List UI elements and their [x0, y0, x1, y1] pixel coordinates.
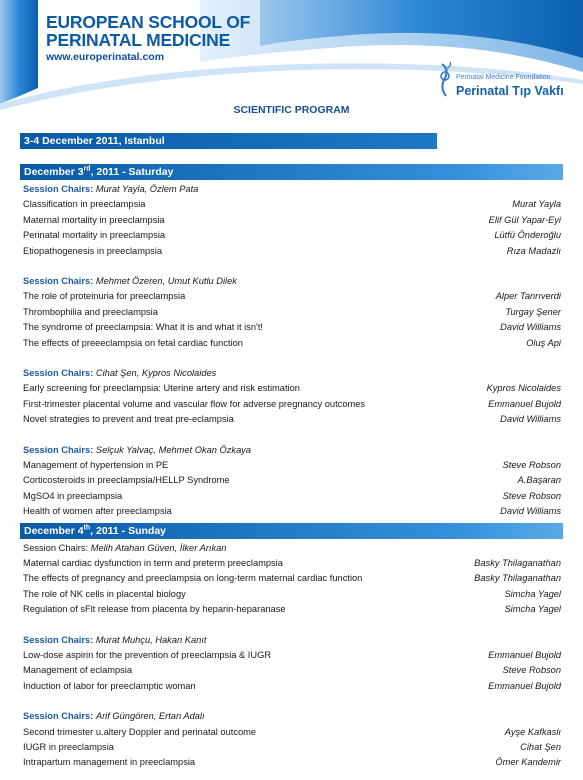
talk-speaker: Lütfü Önderoğlu: [494, 230, 561, 241]
talk-row: [23, 740, 561, 754]
talk-row: [23, 679, 561, 693]
talk-title: Perinatal mortality in preeclampsia: [23, 230, 166, 241]
session-chairs-label: Session Chairs:: [23, 444, 94, 455]
talk-speaker: Simcha Yagel: [504, 588, 561, 599]
talk-speaker: David Williams: [500, 506, 561, 517]
talk-row: [23, 755, 561, 769]
session-chairs: [23, 274, 237, 288]
talk-speaker: Oluş Api: [526, 337, 561, 348]
talk-speaker: Alper Tanrıverdi: [495, 291, 561, 302]
session-chairs: [23, 541, 226, 555]
talk-title: The role of proteinuria for preeclampsia: [23, 291, 186, 302]
talk-title: Management of eclampsia: [23, 665, 133, 676]
talk-title: Intrapartum management in preeclampsia: [23, 757, 196, 768]
talk-speaker: Ayşe Kafkaslı: [504, 726, 561, 737]
talk-title: First-trimester placental volume and vascular flow for adverse pregnancy outcomes: [23, 398, 366, 409]
talk-row: [23, 213, 561, 227]
talk-row: [23, 305, 561, 319]
talk-title: The effects of pregnancy and preeclampsia on long-term maternal cardiac function: [23, 573, 363, 584]
talk-speaker: Emmanuel Bujold: [488, 650, 561, 660]
talk-row: [23, 320, 561, 334]
talk-row: [23, 663, 561, 677]
day-date: December 3: [24, 166, 84, 178]
session-chairs: [23, 443, 251, 457]
session-chairs-names: Mehmet Özeren, Umut Kutlu Dilek: [95, 276, 237, 286]
talk-title: Early screening for preeclampsia: Uterine artery and risk estimation: [23, 383, 300, 394]
foundation-english-name: Perinatal Medicine Foundation: [456, 74, 551, 81]
talk-title: Corticosteroids in preeclampsia/HELLP Syndrome: [23, 475, 230, 486]
talk-title: The effects of preeeclampsia on fetal cardiac function: [23, 337, 243, 348]
talk-speaker: Emmanuel Bujold: [488, 680, 561, 691]
talk-speaker: Elif Gül Yapar-Eyi: [488, 214, 561, 225]
day-date-suffix: rd: [83, 165, 91, 173]
talk-title: Management of hypertension in PE: [23, 460, 169, 470]
talk-row: [23, 244, 561, 258]
talk-speaker: Turgay Şener: [505, 306, 561, 317]
session-chairs: [23, 366, 216, 380]
talk-speaker: Ömer Kandemir: [495, 757, 561, 768]
session-chairs-label: Session Chairs:: [23, 711, 94, 722]
talk-speaker: Rıza Madazlı: [506, 245, 561, 256]
talk-speaker: Basky Thilaganathan: [474, 558, 561, 568]
talk-title: Novel strategies to prevent and treat pre-eclampsia: [23, 414, 234, 425]
talk-title: Maternal cardiac dysfunction in term and preterm preeclampsia: [23, 558, 283, 568]
talk-title: Classification in preeclampsia: [23, 199, 146, 210]
page-title: SCIENTIFIC PROGRAM: [233, 104, 350, 116]
talk-title: Second trimester u.altery Doppler and perinatal outcome: [23, 726, 257, 737]
talk-row: [23, 197, 561, 211]
session-chairs: [23, 633, 206, 647]
talk-row: [23, 336, 561, 350]
foundation-emblem-icon: [436, 60, 456, 100]
talk-row: [23, 571, 561, 585]
day-date-suffix: th: [83, 524, 91, 532]
day-date: December 4: [24, 524, 84, 537]
talk-row: [23, 504, 561, 518]
talk-speaker: Emmanuel Bujold: [488, 398, 561, 409]
session-chairs-label: Session Chairs:: [23, 368, 94, 378]
talk-speaker: Steve Robson: [502, 665, 561, 676]
talk-speaker: Steve Robson: [502, 460, 561, 470]
talk-row: [23, 648, 561, 662]
session-chairs-label: Session Chairs:: [23, 276, 94, 286]
talk-speaker: Basky Thilaganathan: [474, 573, 561, 584]
talk-title: Etiopathogenesis in preeclampsia: [23, 245, 163, 256]
talk-row: [23, 381, 561, 395]
talk-row: [23, 602, 561, 616]
talk-title: The role of NK cells in placental biology: [23, 588, 186, 599]
talk-row: [23, 412, 561, 426]
talk-title: Health of women after preeclampsia: [23, 506, 172, 517]
day-header-bar: [20, 523, 563, 539]
day-weekday: , 2011 - Sunday: [90, 524, 167, 537]
talk-speaker: A.Başaran: [517, 475, 561, 486]
talk-row: [23, 289, 561, 303]
org-website-link[interactable]: www.europerinatal.com: [46, 50, 165, 63]
session-chairs-names: Melih Atahan Güven, İlker Arıkan: [90, 542, 227, 553]
page-header: [0, 0, 583, 118]
talk-row: [23, 587, 561, 601]
session-chairs: [23, 709, 205, 723]
session-chairs-label: Session Chairs:: [23, 634, 94, 645]
talk-speaker: David Williams: [500, 322, 561, 333]
organization-title: [46, 14, 250, 62]
talk-speaker: Simcha Yagel: [504, 604, 561, 615]
talk-row: [23, 397, 561, 411]
session-chairs-names: Selçuk Yalvaç, Mehmet Okan Özkaya: [95, 444, 252, 455]
session-chairs-label: Session Chairs:: [23, 184, 94, 194]
talk-speaker: Murat Yayla: [512, 199, 561, 210]
talk-title: Low-dose aspirin for the prevention of preeclampsia & IUGR: [23, 650, 272, 660]
event-location-bar: 3-4 December 2011, Istanbul: [20, 133, 437, 149]
talk-speaker: David Williams: [500, 414, 561, 425]
day-header-bar: [20, 164, 563, 180]
foundation-name: Perinatal Tıp Vakfı: [456, 84, 564, 98]
talk-speaker: Steve Robson: [502, 490, 561, 501]
talk-row: [23, 489, 561, 503]
session-chairs: [23, 182, 198, 196]
talk-title: Thrombophilia and preeclampsia: [23, 306, 158, 317]
talk-title: Regulation of sFlt release from placenta by heparin-heparanase: [23, 604, 286, 615]
talk-speaker: Kypros Nicolaides: [486, 383, 561, 394]
talk-row: [23, 458, 561, 472]
session-chairs-names: Cihat Şen, Kypros Nicolaides: [95, 368, 217, 378]
talk-title: The syndrome of preeclampsia: What it is and what it isn't!: [23, 322, 263, 333]
talk-title: Maternal mortality in preeclampsia: [23, 214, 165, 225]
talk-title: MgSO4 in preeclampsia: [23, 490, 123, 501]
talk-row: [23, 556, 561, 570]
talk-title: IUGR in preeclampsia: [23, 742, 114, 752]
session-chairs-names: Murat Muhçu, Hakan Kanıt: [95, 634, 207, 645]
session-chairs-label: Session Chairs:: [23, 542, 89, 553]
foundation-logo: [436, 60, 576, 100]
day-weekday: , 2011 - Saturday: [90, 166, 174, 178]
session-chairs-names: Murat Yayla, Özlem Pata: [95, 184, 199, 194]
org-name-line2: PERINATAL MEDICINE: [46, 29, 231, 50]
talk-row: [23, 228, 561, 242]
talk-title: Induction of labor for preeclamptic woman: [23, 680, 196, 691]
talk-row: [23, 473, 561, 487]
talk-row: [23, 725, 561, 739]
session-chairs-names: Arif Güngören, Ertan Adalı: [95, 711, 205, 722]
org-name-line1: EUROPEAN SCHOOL OF: [46, 12, 251, 32]
talk-speaker: Cihat Şen: [520, 742, 561, 752]
